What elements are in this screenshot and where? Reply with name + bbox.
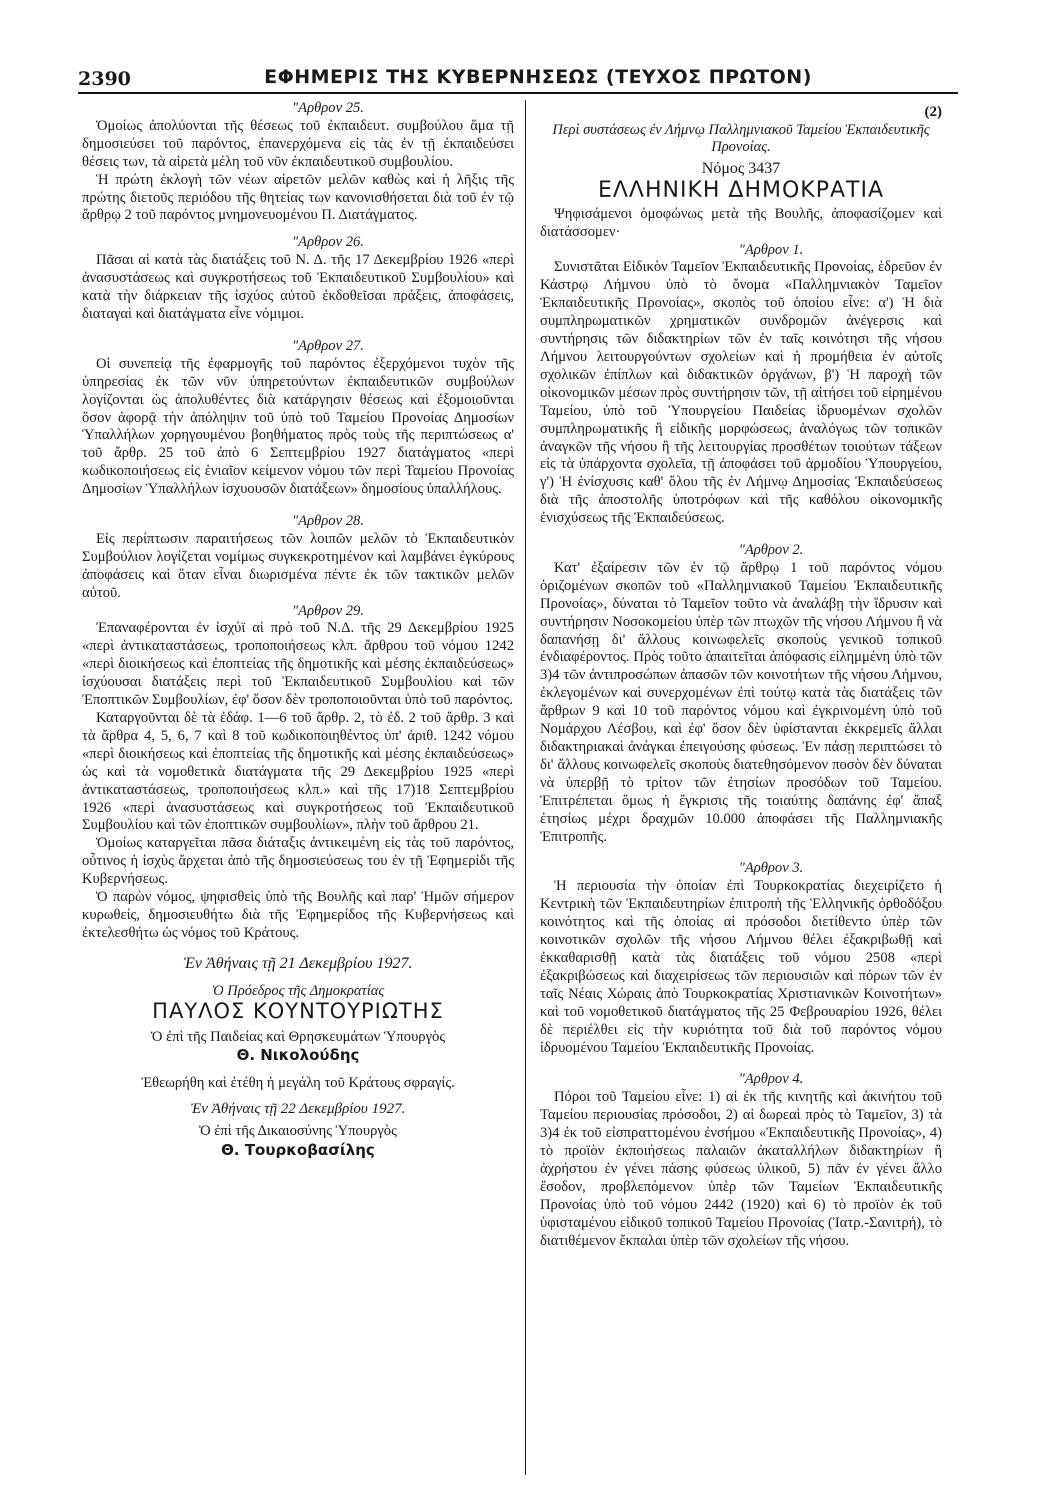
- place-date: Ἐν Ἀθήναις τῇ 22 Δεκεμβρίου 1927.: [190, 1101, 406, 1118]
- right-column: [540, 100, 942, 1250]
- article-heading: "Αρθρον 4.: [738, 1071, 804, 1088]
- place-date: Ἐν Ἀθήναις τῇ 21 Δεκεμβρίου 1927.: [183, 954, 413, 972]
- article-heading: "Αρθρον 3.: [738, 860, 804, 877]
- law-number: Νόμος 3437: [701, 159, 781, 177]
- article-heading: "Αρθρον 26.: [292, 234, 364, 251]
- paragraph: Πόροι τοῦ Ταμείου εἶνε: 1) αἱ ἐκ τῆς κινητῆς καὶ ἀκινήτου τοῦ Ταμείου περιουσίας πρόσοδοι, 2) αἱ δωρεαὶ πρὸς τὸ Ταμεῖον, 3) τὰ 3)4 ἐκ τοῦ εἰσπραττομένου ἐνσήμου «Ἐκπαιδευτικῆς Προνοίας», 4) τὸ προϊὸν ἐκποιήσεως παλαιῶν ἀκαταλλήλων διδακτηρίων ἢ ἀχρήστου ἐν γένει πάσης φύσεως ὑλικοῦ, 5) πᾶν ἐν γένει ἄλλο ἔσοδον, προβλεπόμενον ὑπὲρ τῶν Ταμείων Ἐκπαιδευτικῆς Προνοίας ὑπὸ τοῦ νόμου 2442 (1920) καὶ 6) τὸ προϊὸν ἐκ τοῦ ὑφισταμένου εἰδικοῦ τοπικοῦ Ταμείου Προνοίας (Ἰατρ.-Σανιτρή), τὸ διατιθέμενον ἔκπαλαι ὑπὲρ τῶν σχολείων τῆς νήσου.: [540, 1089, 942, 1249]
- article-heading: "Αρθρον 29.: [292, 602, 364, 619]
- minister-name: Θ. Νικολούδης: [236, 1046, 360, 1065]
- article-heading: "Αρθρον 25.: [292, 100, 364, 116]
- paragraph: Ἐπαναφέρονται ἐν ἰσχύϊ αἱ πρὸ τοῦ Ν.Δ. τῆς 29 Δεκεμβρίου 1925 «περὶ ἀντικαταστάσεως, τροποποιήσεως κλπ. ἄρθρου τοῦ νόμου 1242 «περὶ διοικήσεως καὶ ἐποπτείας τῆς δημοτικῆς καὶ μέσης ἐκπαιδεύσεως» ἰσχύουσαι διατάξεις περὶ τοῦ Ἐκπαιδευτικοῦ Συμβουλίου καὶ τῶν Ἐποπτικῶν Συμβουλίων, ἐφ' ὅσον δὲν τροποποιοῦνται ὑπὸ τοῦ παρόντος.: [82, 620, 514, 709]
- page-header: [78, 62, 958, 94]
- column-divider: [525, 100, 526, 1475]
- article-heading: "Αρθρον 1.: [738, 241, 804, 258]
- page-number: 2390: [78, 68, 131, 90]
- republic-heading: ΕΛΛΗΝΙΚΗ ΔΗΜΟΚΡΑΤΙΑ: [597, 177, 885, 203]
- paragraph: Ἡ περιουσία τὴν ὁποίαν ἐπὶ Τουρκοκρατίας διεχειρίζετο ἡ Κεντρικὴ τῶν Ἐκπαιδευτηρίων ἐπιτροπὴ τῆς Ἑλληνικῆς ὀρθοδόξου κοινότητος καὶ τῆς ὁποίας αἱ πρόσοδοι διετίθεντο ὑπὲρ τῶν κοινοτικῶν σχολῶν τῆς νήσου Λήμνου θέλει ἐξακριβωθῇ καὶ ἐκκαθαρισθῇ κατὰ τὰς διατάξεις τοῦ νόμου 2508 «περὶ ἐξακριβώσεως καὶ διαχειρίσεως τῶν περιουσιῶν καὶ πόρων τῶν ἐν ταῖς Νέαις Χώραις ἀπὸ Τουρκοκρατίας Χριστιανικῶν Κοινοτήτων» καὶ τοῦ νομοθετικοῦ διατάγματος τῆς 25 Φεβρουαρίου 1926, θέλει δὲ περιέλθει εἰς τὴν κυριότητα τοῦ διὰ τοῦ παρόντος νόμου ἱδρυομένου Ταμείου Ἐκπαιδευτικῆς Προνοίας.: [540, 878, 942, 1056]
- article-heading: "Αρθρον 28.: [292, 513, 364, 530]
- paragraph: Οἱ συνεπείᾳ τῆς ἐφαρμογῆς τοῦ παρόντος ἐξερχόμενοι τυχὸν τῆς ὑπηρεσίας ἐκ τῶν νῦν ὑπηρετούντων ἐκπαιδευτικῶν συμβούλων λογίζονται ὡς ἀπολυθέντες διὰ κατάργησιν θέσεως καὶ ἐξομοιοῦνται ὅσον ἀφορᾷ τὴν ἀπόληψιν τοῦ ὑπὸ τοῦ Ταμείου Προνοίας Δημοσίων Ὑπαλλήλων χορηγουμένου βοηθήματος πρὸς τοὺς τῆς περιπτώσεως α' τοῦ ἄρθρ. 25 τοῦ ἀπὸ 6 Σεπτεμβρίου 1927 διατάγματος «περὶ κωδικοποιήσεως εἰς ἑνιαῖον κείμενον νόμου τῶν περὶ Ταμείου Προνοίας Δημοσίων Ὑπαλλήλων ἰσχυουσῶν διατάξεων» δημοσίους ὑπαλλήλους.: [82, 355, 514, 498]
- paragraph: Καταργοῦνται δὲ τὰ ἐδάφ. 1—6 τοῦ ἄρθρ. 2, τὸ ἐδ. 2 τοῦ ἄρθρ. 3 καὶ τὰ ἄρθρα 4, 5, 6, 7 καὶ 8 τοῦ κωδικοποιηθέντος ὑπ' ἀριθ. 1242 νόμου «περὶ διοικήσεως καὶ ἐποπτείας τῆς δημοτικῆς καὶ μέσης ἐκπαιδεύσεως» ὡς καὶ τὰ νομοθετικὰ διατάγματα τῆς 29 Δεκεμβρίου 1925 «περὶ ἀντικαταστάσεως, τροποποιήσεως κλπ.» καὶ τῆς 17)18 Σεπτεμβρίου 1926 «περὶ ἀνασυστάσεως καὶ συγκροτήσεως τοῦ Ἐκπαιδευτικοῦ Συμβουλίου καὶ τῶν ἐποπτικῶν συμβουλίων», πλὴν τοῦ ἄρθρου 21.: [82, 710, 514, 834]
- paragraph: Ὁμοίως ἀπολύονται τῆς θέσεως τοῦ ἐκπαιδευτ. συμβούλου ἅμα τῇ δημοσιεύσει τοῦ παρόντος, ἐπανερχόμενα εἰς τὰς ἐν τῇ ἐκπαιδεύσει θέσεις των, τὰ αἱρετὰ μέλη τοῦ νῦν ἐκπαιδευτικοῦ συμβουλίου.: [82, 117, 514, 170]
- paragraph: Εἰς περίπτωσιν παραιτήσεως τῶν λοιπῶν μελῶν τὸ Ἐκπαιδευτικὸν Συμβούλιον λογίζεται νομίμως συγκεκροτημένον καὶ λαμβάνει ἐγκύρους ἀποφάσεις καὶ ὅταν εἶναι διωρισμένα πέντε ἐκ τῶν τακτικῶν μελῶν αὐτοῦ.: [82, 530, 514, 601]
- law-subject: Περὶ συστάσεως ἐν Λήμνῳ Παλλημνιακοῦ Ταμείου Ἐκπαιδευτικῆς Προνοίας.: [552, 121, 930, 155]
- paragraph: Ἡ πρώτη ἐκλογὴ τῶν νέων αἱρετῶν μελῶν καθὼς καὶ ἡ λῆξις τῆς πρώτης διετοῦς περιόδου τῆς θητείας των κανονισθήσεται διὰ τοῦ ἐν τῷ ἄρθρῳ 2 τοῦ παρόντος μνημονευομένου Π. Διατάγματος.: [82, 171, 514, 224]
- article-heading: "Αρθρον 27.: [292, 337, 364, 354]
- minister-name: Θ. Τουρκοβασίλης: [221, 1141, 375, 1160]
- paragraph: Ὁμοίως καταργεῖται πᾶσα διάταξις ἀντικειμένη εἰς τὰς τοῦ παρόντος, οὗτινος ἡ ἰσχὺς ἄρχεται ἀπὸ τῆς δημοσιεύσεως του ἐν τῇ Ἐφημερίδι τῆς Κυβερνήσεως.: [82, 835, 514, 888]
- president-label: Ὁ Πρόεδρος τῆς Δημοκρατίας: [211, 982, 385, 999]
- section-marker: (2): [924, 104, 942, 120]
- paragraph: Πᾶσαι αἱ κατὰ τὰς διατάξεις τοῦ Ν. Δ. τῆς 17 Δεκεμβρίου 1926 «περὶ ἀνασυστάσεως καὶ συγκροτήσεως τοῦ Ἐκπαιδευτικοῦ Συμβουλίου» καὶ κατὰ τὴν διάρκειαν τῆς ἰσχύος αὐτοῦ ἐκδοθεῖσαι πράξεις, ἀποφάσεις, διαταγαὶ καὶ διατάγματα εἶνε νόμιμοι.: [82, 252, 514, 322]
- minister-title: Ὁ ἐπὶ τῆς Παιδείας καὶ Θρησκευμάτων Ὑπουργὸς: [150, 1028, 446, 1045]
- paragraph: Συνιστᾶται Εἰδικὸν Ταμεῖον Ἐκπαιδευτικῆς Προνοίας, ἑδρεῦον ἐν Κάστρῳ Λήμνου ὑπὸ τὸ ὄνομα «Παλλημνιακὸν Ταμεῖον Ἐκπαιδευτικῆς Προνοίας», σκοπὸς τοῦ ὁποίου εἶνε: α') Ἡ διὰ συμπληρωματικῶν χρηματικῶν συνδρομῶν ἀνέγερσις καὶ συντήρησις τῶν διδακτηρίων τῶν ἐν ταῖς κοινότησι τῆς νήσου Λήμνου λειτουργούντων σχολείων καὶ ἡ προμήθεια ἐν αὐτοῖς σχολικῶν ἐπίπλων καὶ διδακτικῶν ὀργάνων, β') Ἡ παροχὴ τῶν οἰκονομικῶν μέσων πρὸς συντήρησιν τῶν, τῇ αἰτήσει τοῦ εἰρημένου Ταμείου, ὑπὸ τοῦ Ὑπουργείου Παιδείας ἱδρυομένων σχολῶν συμπληρωματικῆς ἢ εἰδικῆς μορφώσεως, ἀναλόγως τῶν τοπικῶν ἀναγκῶν τῆς νήσου ἢ τῆς λειτουργίας προσθέτων τοιούτων τάξεων εἰς τὰ ὑπάρχοντα σχολεῖα, τῇ ἀποφάσει τοῦ ἁρμοδίου Ὑπουργείου, γ') Ἡ ἐνίσχυσις καθ' ὅλου τῆς ἐν Λήμνῳ Δημοσίας Ἐκπαιδεύσεως διὰ τῆς ἀποστολῆς ὑποτρόφων καὶ τῆς καθόλου οἰκονομικῆς ἐνισχύσεως τῆς Ἐκπαιδεύσεως.: [540, 259, 942, 527]
- gazette-title: ΕΦΗΜΕΡΙΣ ΤΗΣ ΚΥΒΕΡΝΗΣΕΩΣ (ΤΕΥΧΟΣ ΠΡΩΤΟΝ): [264, 66, 812, 88]
- paragraph: Ὁ παρὼν νόμος, ψηφισθεὶς ὑπὸ τῆς Βουλῆς καὶ παρ' Ἡμῶν σήμερον κυρωθείς, δημοσιευθήτω διὰ τῆς Ἐφημερίδος τῆς Κυβερνήσεως καὶ ἐκτελεσθήτω ὡς νόμος τοῦ Κράτους.: [82, 889, 514, 941]
- article-heading: "Αρθρον 2.: [738, 542, 804, 559]
- left-column: [82, 100, 514, 1170]
- enactment-formula: Ψηφισάμενοι ὁμοφώνως μετὰ τῆς Βουλῆς, ἀποφασίζομεν καὶ διατάσσομεν·: [540, 205, 942, 240]
- president-name: ΠΑΥΛΟΣ ΚΟΥΝΤΟΥΡΙΩΤΗΣ: [152, 998, 444, 1023]
- seal-statement: Ἐθεωρήθη καὶ ἐτέθη ἡ μεγάλη τοῦ Κράτους σφραγίς.: [141, 1075, 455, 1092]
- paragraph: Κατ' ἐξαίρεσιν τῶν ἐν τῷ ἄρθρῳ 1 τοῦ παρόντος νόμου ὁριζομένων σκοπῶν τοῦ «Παλλημνιακοῦ Ταμείου Ἐκπαιδευτικῆς Προνοίας», δύναται τὸ Ταμεῖον τοῦτο νὰ ἀναλάβῃ τὴν ἵδρυσιν καὶ συντήρησιν Νοσοκομείου ὑπὲρ τῶν πτωχῶν τῆς νήσου Λήμνου ἢ νὰ δαπανήσῃ δι' ἄλλους κοινωφελεῖς σκοποὺς γενικοῦ τοπικοῦ ἐνδιαφέροντος. Πρὸς τοῦτο ἀπαιτεῖται ἀπόφασις εἰλημμένη ὑπὸ τῶν 3)4 τῶν ἀντιπροσώπων ἁπασῶν τῶν κοινοτήτων τῆς νήσου Λήμνου, ἐκλεγομένων καὶ συνερχομένων ἐπὶ τούτῳ κατὰ τὰς διατάξεις τῶν ἄρθρων 9 καὶ 10 τοῦ παρόντος νόμου καὶ ἐγκρινομένη ὑπὸ τοῦ Νομάρχου Λέσβου, καὶ ἐφ' ὅσον δὲν ὑφίστανται ἐκκρεμεῖς ἄλλαι διδακτηριακαὶ ἀνάγκαι ἐπειγούσης φύσεως. Ἐν πάσῃ περιπτώσει τὸ δι' ἄλλους κοινωφελεῖς σκοποὺς διατεθησόμενον ποσὸν δὲν δύναται νὰ ὑπερβῇ τὸ τρίτον τῶν ἐτησίων προσόδων τοῦ Ταμείου. Ἐπιτρέπεται ὅμως ἡ ἔγκρισις τῆς τοιαύτης δαπάνης ἐφ' ἅπαξ ἐτησίως μέχρι δραχμῶν 10.000 ἀποφάσει τῆς Παλλημνιακῆς Ἐπιτροπῆς.: [540, 559, 942, 845]
- minister-title: Ὁ ἐπὶ τῆς Δικαιοσύνης Ὑπουργὸς: [199, 1123, 397, 1140]
